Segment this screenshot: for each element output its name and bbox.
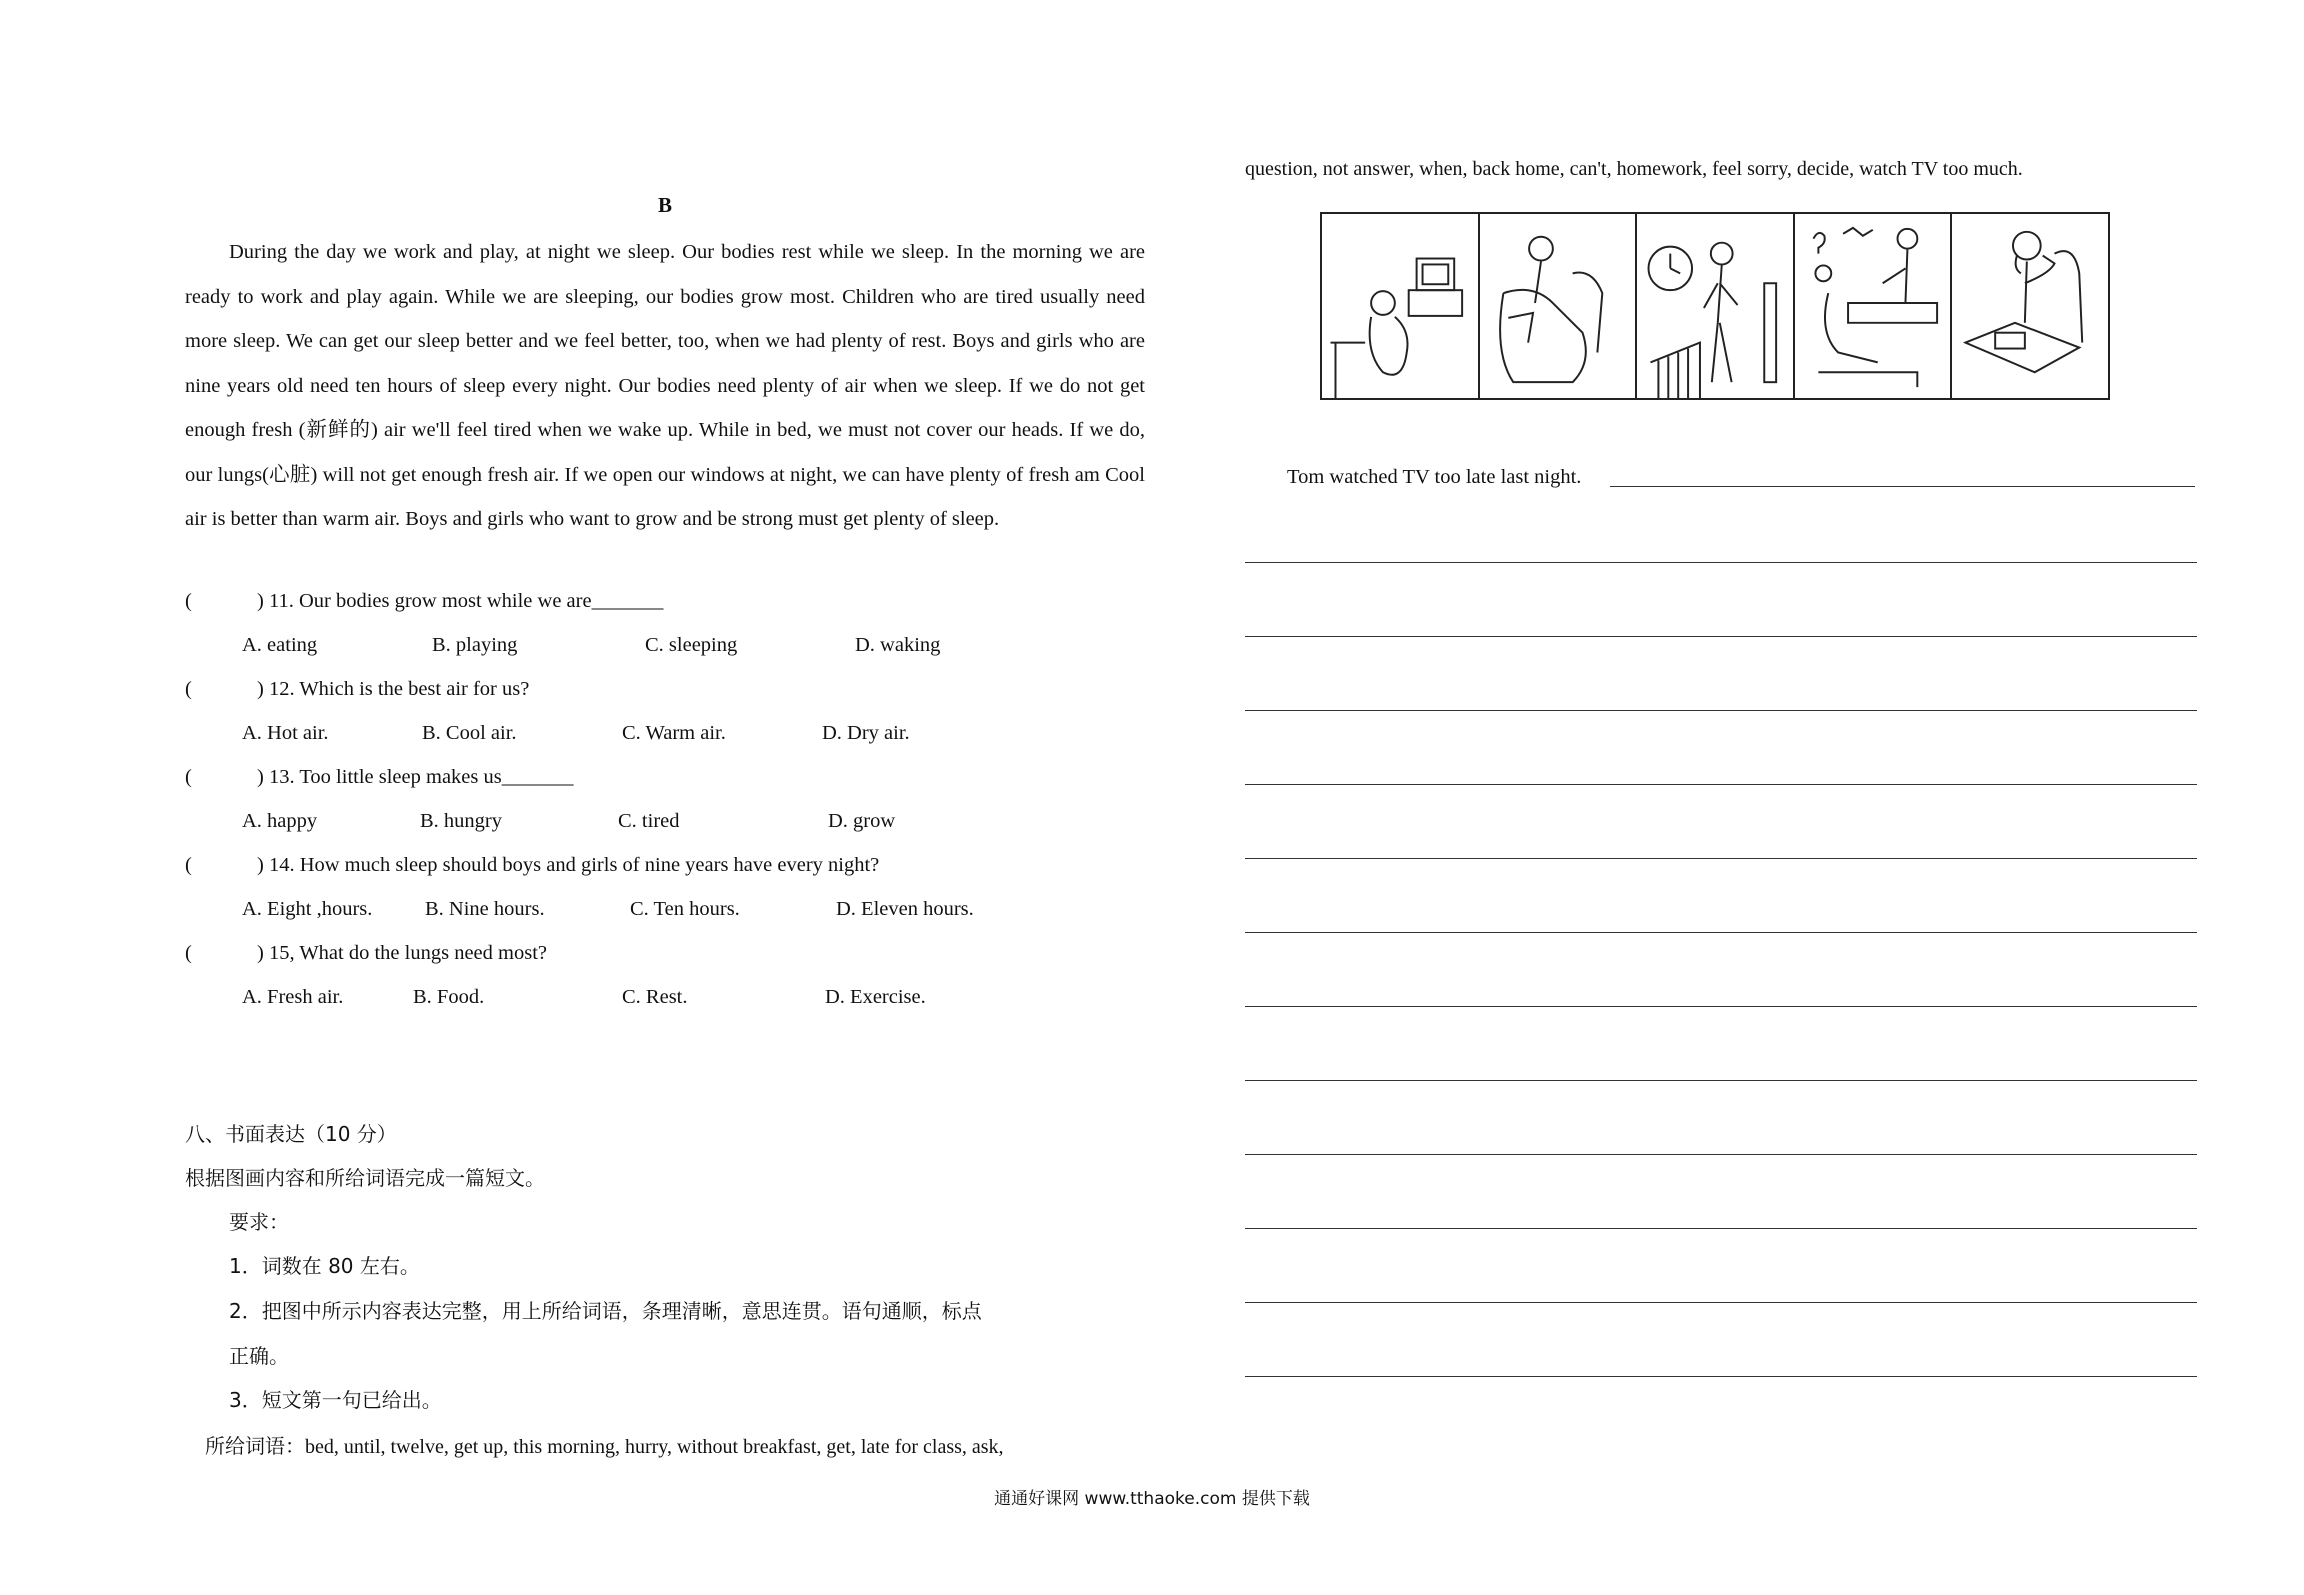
option-a: A. Hot air.: [242, 722, 329, 744]
writing-line[interactable]: [1245, 1080, 2197, 1081]
page-footer: 通通好课网 www.tthaoke.com 提供下载: [994, 1489, 1310, 1509]
section-8-heading: 八、书面表达（10 分）: [185, 1122, 397, 1146]
option-b: B. hungry: [420, 810, 502, 832]
picture-strip: [1320, 212, 2110, 400]
option-a: A. eating: [242, 634, 318, 656]
writing-line[interactable]: [1245, 562, 2197, 563]
boy-watching-tv-icon: [1322, 214, 1480, 398]
answer-bracket[interactable]: (: [185, 942, 192, 964]
answer-bracket[interactable]: (: [185, 678, 192, 700]
classroom-question-icon: [1795, 214, 1953, 398]
section-title: B: [657, 193, 672, 217]
requirement-2: 2．把图中所示内容表达完整，用上所给词语，条理清晰，意思连贯。语句通顺，标点: [229, 1299, 982, 1323]
option-a: A. Eight ,hours.: [242, 898, 373, 920]
option-d: D. grow: [828, 810, 896, 832]
clock-boy-hurry-icon: [1637, 214, 1795, 398]
given-words-label: 所给词语：: [205, 1434, 305, 1458]
question-15: [185, 942, 547, 965]
question-stem: ) 14. How much sleep should boys and girls of nine years have every night?: [257, 854, 880, 876]
option-b: B. Nine hours.: [425, 898, 545, 920]
given-words-line-2: question, not answer, when, back home, can't, homework, feel sorry, decide, watch TV too much.: [1245, 158, 2023, 180]
requirement-3: 3．短文第一句已给出。: [229, 1388, 442, 1412]
option-b: B. playing: [432, 634, 518, 656]
option-c: C. Warm air.: [622, 722, 726, 744]
writing-line[interactable]: [1245, 858, 2197, 859]
question-11: [185, 590, 663, 613]
option-c: C. sleeping: [645, 634, 738, 656]
answer-bracket[interactable]: (: [185, 854, 192, 876]
option-b: B. Cool air.: [422, 722, 517, 744]
option-d: D. Exercise.: [825, 986, 926, 1008]
option-a: A. happy: [242, 810, 318, 832]
first-sentence: Tom watched TV too late last night.: [1287, 466, 1582, 488]
given-words-line-1: bed, until, twelve, get up, this morning, hurry, without breakfast, get, late for class, ask,: [305, 1436, 1004, 1458]
question-14: [185, 854, 879, 877]
question-13: [185, 766, 573, 789]
reading-passage: During the day we work and play, at night we sleep. Our bodies rest while we sleep. In the morning we are ready to work and play again. While we are sleeping, our bodies grow most. Children who are tired usually need more sleep. We can get our sleep better and we feel better, too, when we had plenty of rest. Boys and girls who are nine years old need ten hours of sleep every night. Our bodies need plenty of air when we sleep. If we do not get enough fresh (新鲜的) air we'll feel tired when we wake up. While in bed, we must not cover our heads. If we do, our lungs(心脏) will not get enough fresh air. If we open our windows at night, we can have plenty of fresh am Cool air is better than warm air. Boys and girls who want to grow and be strong must get plenty of sleep.: [185, 241, 1145, 530]
option-d: D. Dry air.: [822, 722, 910, 744]
answer-bracket[interactable]: (: [185, 590, 192, 612]
option-c: C. tired: [618, 810, 680, 832]
question-12: [185, 678, 529, 701]
writing-line[interactable]: [1245, 1376, 2197, 1377]
boy-sleeping-late-icon: [1480, 214, 1638, 398]
option-c: C. Rest.: [622, 986, 688, 1008]
question-stem: ) 13. Too little sleep makes us_______: [257, 766, 574, 788]
question-stem: ) 11. Our bodies grow most while we are_______: [257, 590, 664, 612]
option-a: A. Fresh air.: [242, 986, 344, 1008]
writing-line[interactable]: [1245, 784, 2197, 785]
question-stem: ) 12. Which is the best air for us?: [257, 678, 530, 700]
writing-line[interactable]: [1245, 636, 2197, 637]
given-words: [205, 1430, 1145, 1459]
writing-line[interactable]: [1245, 1154, 2197, 1155]
writing-line[interactable]: [1245, 1228, 2197, 1229]
writing-line[interactable]: [1610, 486, 2195, 487]
requirement-1: 1．词数在 80 左右。: [229, 1254, 420, 1278]
writing-instruction: 根据图画内容和所给词语完成一篇短文。: [185, 1166, 545, 1190]
option-b: B. Food.: [413, 986, 485, 1008]
requirement-2-cont: 正确。: [229, 1344, 289, 1368]
option-d: D. Eleven hours.: [836, 898, 974, 920]
question-stem: ) 15, What do the lungs need most?: [257, 942, 547, 964]
answer-bracket[interactable]: (: [185, 766, 192, 788]
writing-line[interactable]: [1245, 1006, 2197, 1007]
option-d: D. waking: [855, 634, 941, 656]
writing-line[interactable]: [1245, 1302, 2197, 1303]
option-c: C. Ten hours.: [630, 898, 740, 920]
writing-line[interactable]: [1245, 710, 2197, 711]
boy-thinking-icon: [1952, 214, 2108, 398]
requirements-label: 要求：: [229, 1210, 289, 1234]
writing-line[interactable]: [1245, 932, 2197, 933]
